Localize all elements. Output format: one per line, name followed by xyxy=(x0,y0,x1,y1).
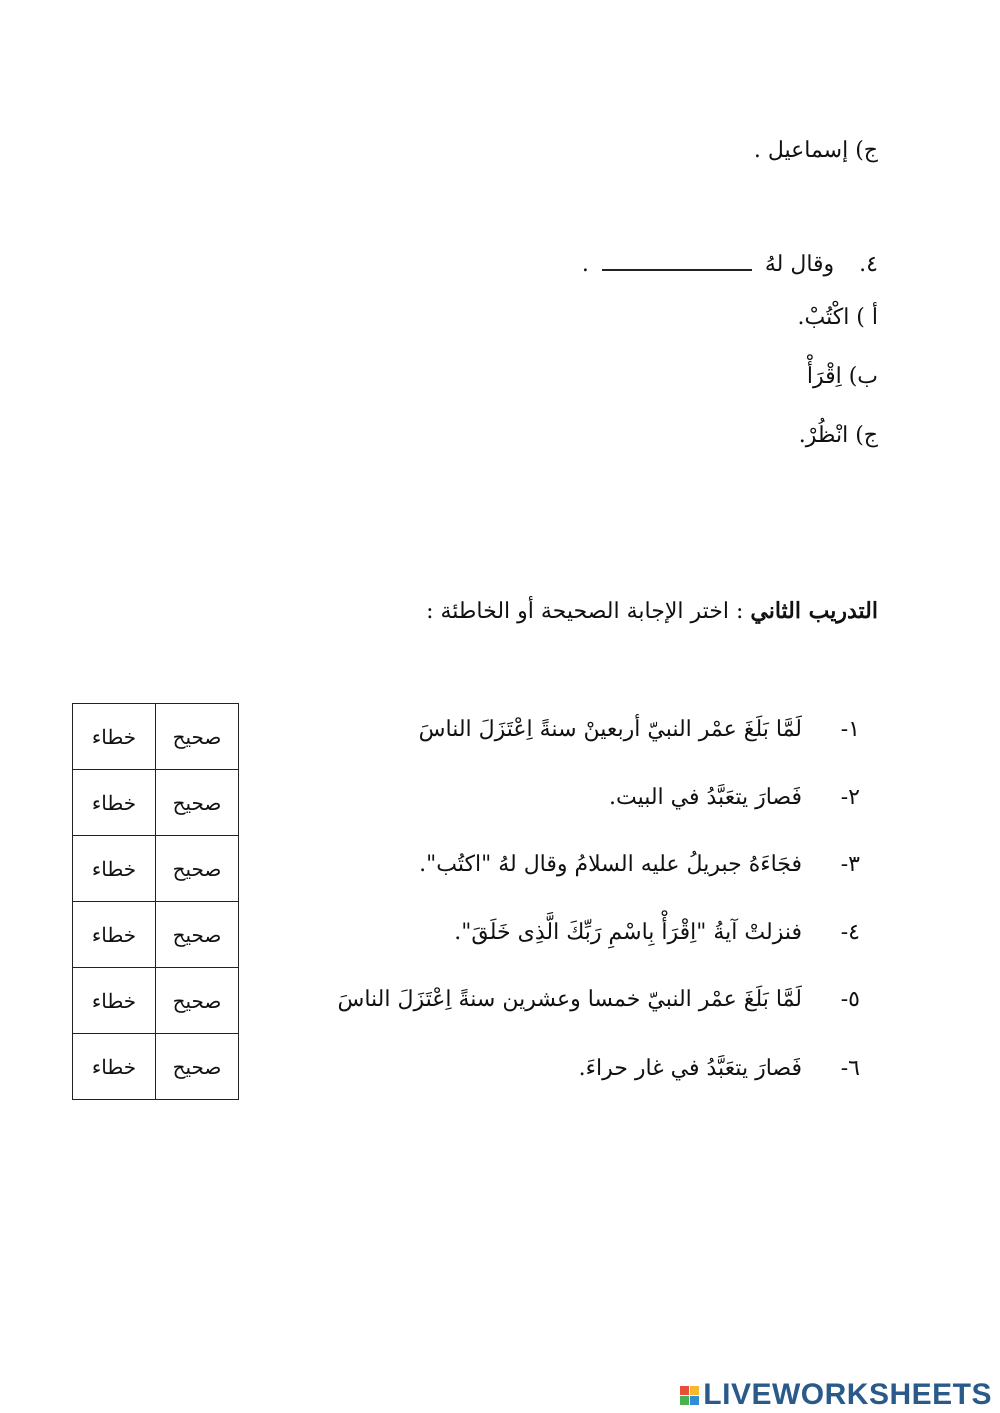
table-row xyxy=(73,770,239,836)
question-4-end: . xyxy=(581,252,589,277)
exercise-2-instruction: : اختر الإجابة الصحيحة أو الخاطئة : xyxy=(426,599,751,624)
previous-option-c: ج) إسماعيل . xyxy=(753,138,878,163)
statement-text: فَصارَ يتعَبَّدُ في غار حراءَ. xyxy=(578,1056,802,1081)
statement-number: ٥- xyxy=(840,987,860,1012)
statement-4 xyxy=(454,920,860,945)
false-choice[interactable]: خطاء xyxy=(73,902,156,968)
question-4 xyxy=(582,252,878,277)
false-choice[interactable]: خطاء xyxy=(73,968,156,1034)
statement-text: فنزلتْ آيةُ "اِقْرَأْ بِاسْمِ رَبِّكَ الَّذِى خَلَقَ". xyxy=(454,920,802,945)
option-b[interactable]: ب) اِقْرَأْ xyxy=(806,364,878,389)
statement-text: فجَاءَهُ جبريلُ عليه السلامُ وقال لهُ "اكتُب". xyxy=(419,852,802,877)
statement-number: ١- xyxy=(840,717,860,742)
brand-name: LIVEWORKSHEETS xyxy=(703,1378,992,1411)
logo-icon xyxy=(680,1386,699,1405)
option-a[interactable]: أ ) اكْتُبْ. xyxy=(797,305,878,330)
logo-square-green xyxy=(680,1396,689,1405)
statement-5 xyxy=(337,987,860,1012)
statement-1 xyxy=(419,717,860,742)
table-row xyxy=(73,1034,239,1100)
true-choice[interactable]: صحيح xyxy=(156,902,239,968)
true-choice[interactable]: صحيح xyxy=(156,968,239,1034)
logo-square-red xyxy=(680,1386,689,1395)
option-c[interactable]: ج) انْظُرْ. xyxy=(798,423,878,448)
answer-blank xyxy=(602,267,752,271)
true-choice[interactable]: صحيح xyxy=(156,836,239,902)
true-choice[interactable]: صحيح xyxy=(156,1034,239,1100)
false-choice[interactable]: خطاء xyxy=(73,1034,156,1100)
true-choice[interactable]: صحيح xyxy=(156,704,239,770)
statement-text: لَمَّا بَلَغَ عمْر النبيّ أربعينْ سنةً اِعْتَزَلَ الناسَ xyxy=(418,717,802,742)
logo-square-yellow xyxy=(690,1386,699,1395)
question-4-number: ٤. xyxy=(859,252,878,277)
statement-number: ٤- xyxy=(840,920,860,945)
false-choice[interactable]: خطاء xyxy=(73,836,156,902)
statement-number: ٦- xyxy=(840,1056,860,1081)
table-row xyxy=(73,704,239,770)
false-choice[interactable]: خطاء xyxy=(73,770,156,836)
statement-number: ٢- xyxy=(840,785,860,810)
statement-number: ٣- xyxy=(840,852,860,877)
false-choice[interactable]: خطاء xyxy=(73,704,156,770)
exercise-2-title-bold: التدريب الثاني xyxy=(750,598,878,624)
statement-2 xyxy=(609,785,860,810)
exercise-2-title xyxy=(426,598,878,624)
logo-square-blue xyxy=(690,1396,699,1405)
table-row xyxy=(73,902,239,968)
statement-6 xyxy=(579,1056,860,1081)
liveworksheets-logo xyxy=(680,1378,992,1412)
true-choice[interactable]: صحيح xyxy=(156,770,239,836)
question-4-text: وقال لهُ xyxy=(764,252,835,277)
statement-text: لَمَّا بَلَغَ عمْر النبيّ خمسا وعشرين سنةً اِعْتَزَلَ الناسَ xyxy=(337,987,802,1012)
table-row xyxy=(73,968,239,1034)
true-false-table xyxy=(72,703,239,1100)
table-row xyxy=(73,836,239,902)
statement-text: فَصارَ يتعَبَّدُ في البيت. xyxy=(608,785,802,810)
statement-3 xyxy=(419,852,860,877)
